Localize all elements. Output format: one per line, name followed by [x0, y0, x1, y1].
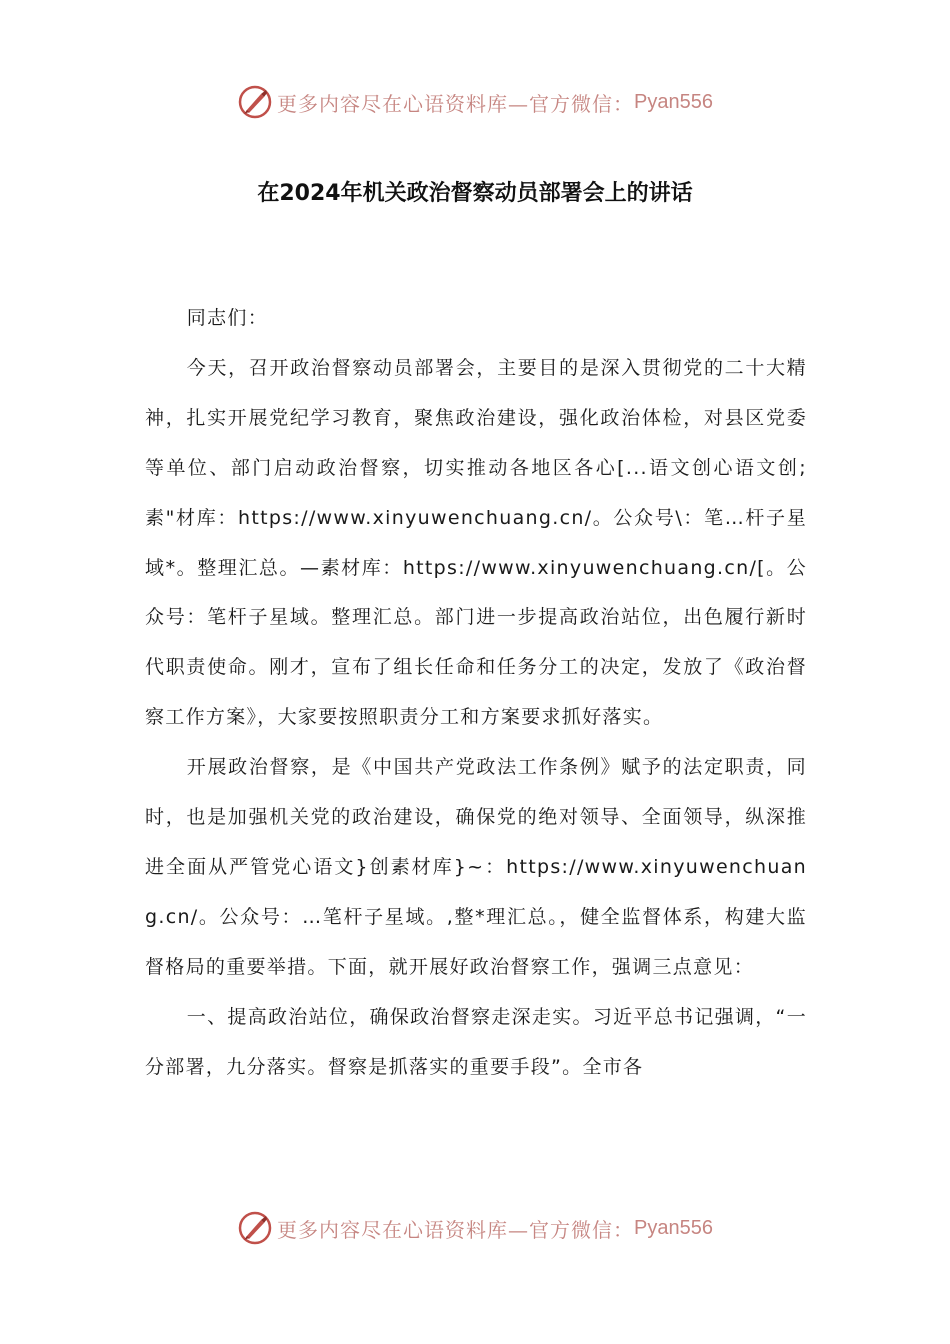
watermark-text: 更多内容尽在心语资料库—官方微信：: [277, 91, 635, 116]
document-body: [145, 294, 807, 1093]
paragraph: 一、提高政治站位，确保政治督察走深走实。习近平总书记强调，“一分部署，九分落实。督察是抓落实的重要手段”。全市各: [145, 1005, 807, 1078]
watermark-brand: Pyan556: [634, 1216, 713, 1239]
quill-pen-logo-icon: [237, 1210, 273, 1246]
watermark-brand: Pyan556: [634, 90, 713, 113]
document-title: 在2024年机关政治督察动员部署会上的讲话: [257, 181, 693, 206]
watermark-text: 更多内容尽在心语资料库—官方微信：: [277, 1217, 635, 1242]
watermark-footer: [0, 1206, 950, 1250]
paragraph: 开展政治督察，是《中国共产党政法工作条例》赋予的法定职责，同时，也是加强机关党的政治建设，确保党的绝对领导、全面领导，纵深推进全面从严管党心语文}创素材库}~：https://www.xinyuwenchuang.cn/。公众号：…笔杆子星域。,整*理汇总。，健全监督体系，构建大监督格局的重要举措。下面，就开展好政治督察工作，强调三点意见：: [145, 756, 807, 978]
paragraph: 今天，召开政治督察动员部署会，主要目的是深入贯彻党的二十大精神，扎实开展党纪学习教育，聚焦政治建设，强化政治体检，对县区党委等单位、部门启动政治督察，切实推动各地区各心[...语文创心语文创;素"材库：https://www.xinyuwenchuang.cn/。公众号\：笔…杆子星域*。整理汇总。—素材库：https://www.xinyuwenchuang.cn/[。公众号：笔杆子星域。整理汇总。部门进一步提高政治站位，出色履行新时代职责使命。刚才，宣布了组长任命和任务分工的决定，发放了《政治督察工作方案》，大家要按照职责分工和方案要求抓好落实。: [145, 356, 807, 729]
watermark-header: [0, 80, 950, 124]
quill-pen-logo-icon: [237, 84, 273, 120]
salutation: 同志们：: [186, 307, 268, 329]
